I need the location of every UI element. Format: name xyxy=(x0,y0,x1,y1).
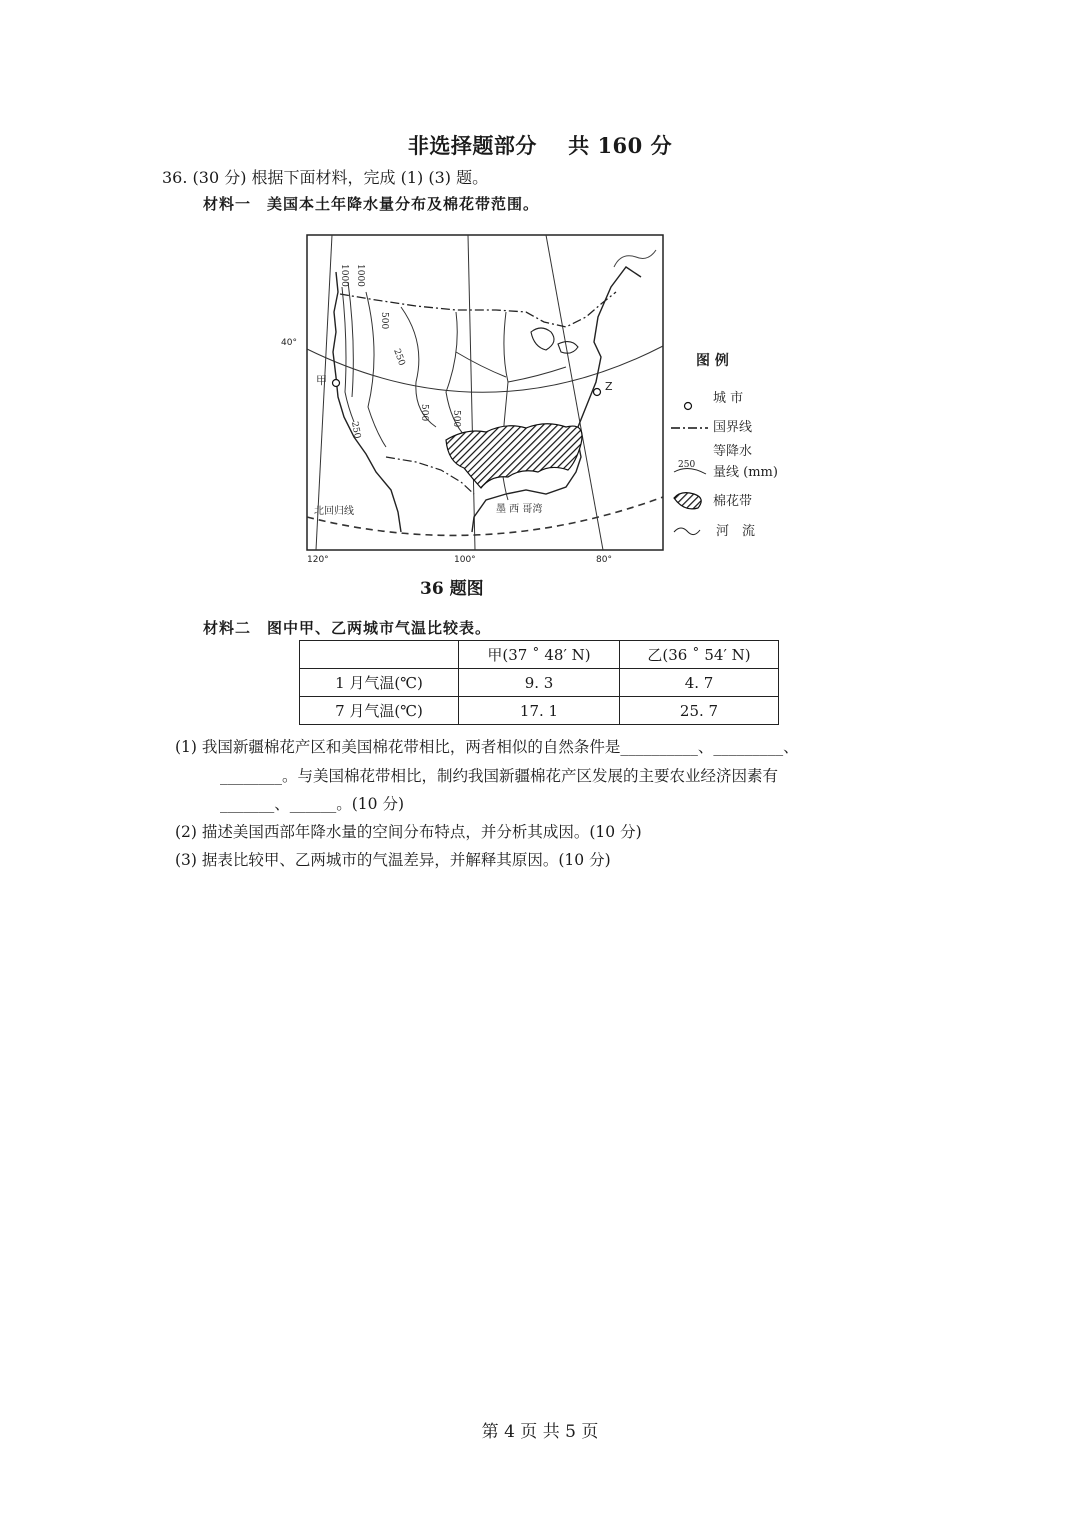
table-cell: 17. 1 xyxy=(459,697,620,725)
table-header-row xyxy=(300,641,779,669)
table-header-cell xyxy=(300,641,459,669)
legend-river-icon xyxy=(674,528,700,535)
longitude-label-120: 120° xyxy=(307,555,329,565)
city-jia-label: 甲 xyxy=(316,374,327,387)
tropic-label: 北回归线 xyxy=(314,506,354,517)
legend-river-label: 河 流 xyxy=(716,524,756,539)
table-cell: 25. 7 xyxy=(620,697,779,725)
question-3: (3) 据表比较甲、乙两城市的气温差异，并解释其原因。(10 分) xyxy=(175,851,611,869)
longitude-label-100: 100° xyxy=(454,555,476,565)
question-1-line-3: _______、______。(10 分) xyxy=(220,795,404,813)
material-one-label: 材料一 美国本土年降水量分布及棉花带范围。 xyxy=(203,195,540,213)
isohyet-label: 500 xyxy=(419,404,429,422)
east-coastline xyxy=(472,267,641,532)
table-cell: 1 月气温(℃) xyxy=(300,669,459,697)
isohyet-label: 500 xyxy=(451,410,461,428)
temperature-table xyxy=(299,640,779,725)
table-header-cell: 乙(36 ˚ 54′ N) xyxy=(620,641,779,669)
legend-isohyet-label: 等降水 xyxy=(713,444,753,459)
isohyet-label: 1000 xyxy=(339,264,349,287)
city-jia-marker xyxy=(333,380,340,387)
isohyet-label: 250 xyxy=(391,347,407,368)
city-yi-label: Z xyxy=(605,380,613,393)
gulf-label: 墨 西 哥湾 xyxy=(496,504,543,515)
question-header: 36. (30 分) 根据下面材料，完成 (1) (3) 题。 xyxy=(162,168,489,187)
usa-precipitation-map xyxy=(276,232,796,572)
table-cell: 9. 3 xyxy=(459,669,620,697)
material-two-label: 材料二 图中甲、乙两城市气温比较表。 xyxy=(203,619,492,637)
legend-cotton-label: 棉花带 xyxy=(713,494,753,509)
question-2: (2) 描述美国西部年降水量的空间分布特点，并分析其成因。(10 分) xyxy=(175,823,642,841)
latitude-label: 40° xyxy=(281,338,297,348)
legend-city-icon xyxy=(685,403,692,410)
west-coastline xyxy=(333,272,401,532)
table-row xyxy=(300,697,779,725)
legend-city-label: 城 市 xyxy=(713,391,744,406)
figure-caption: 36 题图 xyxy=(420,579,484,599)
legend-cotton-icon xyxy=(674,493,701,509)
legend-border-label: 国界线 xyxy=(713,420,753,435)
isohyet-label: 500 xyxy=(379,312,389,330)
page-footer: 第 4 页 共 5 页 xyxy=(481,1422,599,1442)
legend-title: 图 例 xyxy=(696,353,729,369)
table-cell: 4. 7 xyxy=(620,669,779,697)
table-row xyxy=(300,669,779,697)
longitude-label-80: 80° xyxy=(596,555,612,565)
cotton-belt-area xyxy=(446,424,582,488)
great-lakes xyxy=(531,328,578,353)
section-title: 非选择题部分 共 160 分 xyxy=(407,133,673,158)
legend-isohyet-value: 250 xyxy=(678,460,696,470)
table-cell: 7 月气温(℃) xyxy=(300,697,459,725)
isohyet-label: 1000 xyxy=(355,264,365,287)
question-1-line-2: ________。与美国棉花带相比，制约我国新疆棉花产区发展的主要农业经济因素有 xyxy=(220,767,779,785)
tropic-of-cancer-line xyxy=(307,497,663,535)
table-header-cell: 甲(37 ˚ 48′ N) xyxy=(459,641,620,669)
legend-isohyet-label-2: 量线 (mm) xyxy=(713,465,778,480)
city-yi-marker xyxy=(594,389,601,396)
isohyet-label: 250 xyxy=(349,420,362,440)
question-1-line-1: (1) 我国新疆棉花产区和美国棉花带相比，两者相似的自然条件是__________、_________、 xyxy=(175,738,799,756)
